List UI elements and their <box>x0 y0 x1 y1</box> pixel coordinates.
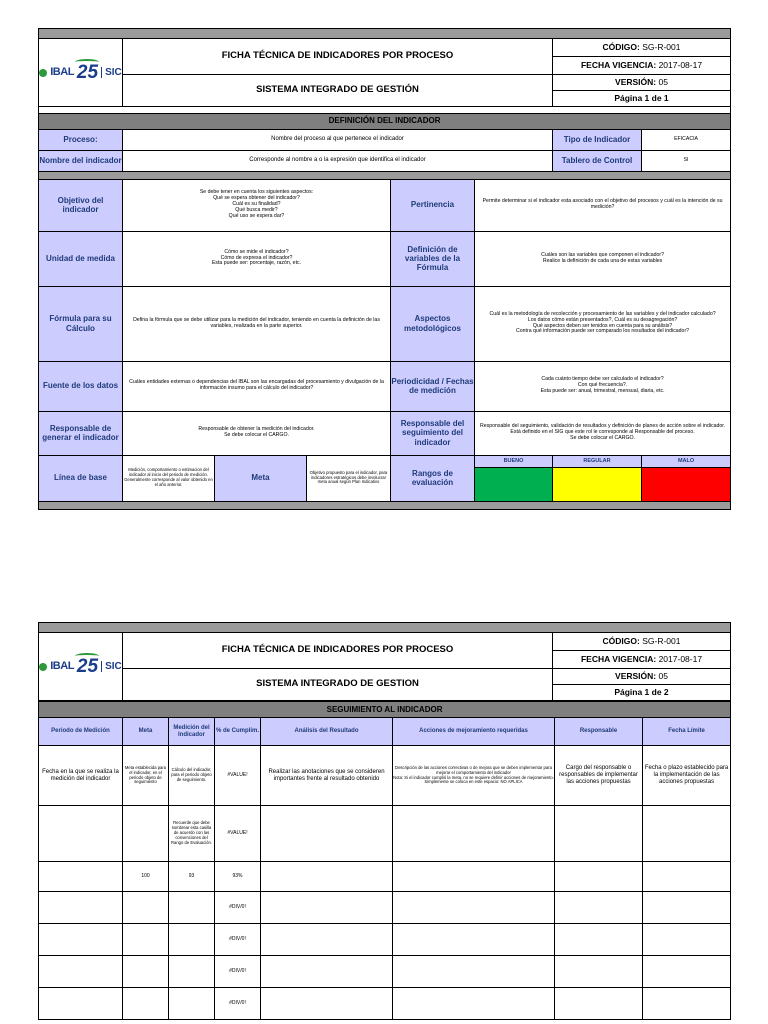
col-periodo: Periodo de Medición <box>39 718 123 746</box>
table-row <box>39 746 731 806</box>
regular-label: REGULAR <box>553 455 642 467</box>
bueno-label: BUENO <box>475 455 553 467</box>
table-row <box>39 806 731 862</box>
definicion-table <box>38 113 731 510</box>
meta-label: Meta <box>215 455 307 501</box>
cell-cumpl: #DIV/0! <box>215 892 261 924</box>
cell-meta: Meta establecida para el indicador, en el periodo objeto de seguimiento <box>123 746 169 806</box>
cell-medicion <box>169 988 215 1020</box>
unidad-label: Unidad de medida <box>39 231 123 286</box>
col-analisis: Análisis del Resultado <box>261 718 393 746</box>
fuente-label: Fuente de los datos <box>39 361 123 411</box>
periodicidad-label: Periodicidad / Fechas de medición <box>391 361 475 411</box>
cell-responsable <box>555 956 643 988</box>
resp-generar-value: Responsable de obtener la medición del indicador. Se debe colocar el CARGO. <box>123 411 391 455</box>
resp-generar-label: Responsable de generar el indicador <box>39 411 123 455</box>
cell-periodo <box>39 862 123 892</box>
resp-seguimiento-value: Responsable del seguimiento, validación de resultados y definición de planes de acción sobre el indicador. Está definido en el SIG que este rol le corresponde al Responsable del proceso. Se debe colocar el CARGO. <box>475 411 731 455</box>
cell-acciones <box>393 892 555 924</box>
col-cumpl: % de Cumplim. <box>215 718 261 746</box>
top-bar <box>39 29 731 39</box>
vigencia: FECHA VIGENCIA: 2017-08-17 <box>553 57 731 75</box>
cell-analisis <box>261 892 393 924</box>
definicion-var-label: Definición de variables de la Fórmula <box>391 231 475 286</box>
table-row <box>39 956 731 988</box>
cell-analisis <box>261 862 393 892</box>
cell-meta <box>123 956 169 988</box>
cell-analisis <box>261 806 393 862</box>
col-acciones: Acciones de mejoramiento requeridas <box>393 718 555 746</box>
table-row <box>39 924 731 956</box>
cell-cumpl: #DIV/0! <box>215 924 261 956</box>
cell-medicion <box>169 892 215 924</box>
doc-title: FICHA TÉCNICA DE INDICADORES POR PROCESO <box>123 39 553 75</box>
section-title-definicion: DEFINICIÓN DEL INDICADOR <box>39 113 731 129</box>
linea-label: Línea de base <box>39 455 123 501</box>
cell-acciones <box>393 806 555 862</box>
version-2: VERSIÓN: 05 <box>553 669 731 685</box>
table-row <box>39 862 731 892</box>
cell-meta <box>123 892 169 924</box>
cell-responsable: Cargo del responsable o responsables de implementar las acciones propuestas <box>555 746 643 806</box>
regular-swatch <box>553 467 642 501</box>
cell-medicion <box>169 924 215 956</box>
cell-responsable <box>555 862 643 892</box>
cell-acciones <box>393 862 555 892</box>
cell-analisis <box>261 956 393 988</box>
ficha-page-1 <box>38 28 730 542</box>
cell-periodo <box>39 956 123 988</box>
cell-responsable <box>555 988 643 1020</box>
proceso-label: Proceso: <box>39 129 123 150</box>
version: VERSIÓN: 05 <box>553 75 731 91</box>
nombre-label: Nombre del indicador <box>39 150 123 171</box>
cell-meta <box>123 988 169 1020</box>
resp-seguimiento-label: Responsable del seguimiento del indicador <box>391 411 475 455</box>
cell-medicion <box>169 956 215 988</box>
formula-value: Defina la fórmula que se debe utilizar para la medición del indicador, teniendo en cuenta la definición de las variables, realizada en la parte superior. <box>123 286 391 361</box>
cell-analisis <box>261 988 393 1020</box>
proceso-value: Nombre del proceso al que pertenece el indicador <box>123 129 553 150</box>
malo-swatch <box>642 467 731 501</box>
table-row <box>39 892 731 924</box>
definicion-var-value: Cuáles son las variables que componen el indicador? Realice la definición de cada una de estas variables <box>475 231 731 286</box>
cell-periodo <box>39 988 123 1020</box>
aspectos-label: Aspectos metodológicos <box>391 286 475 361</box>
cell-fecha <box>643 924 731 956</box>
meta-value: Objetivo propuesto para el indicador, para indicadores estratégicos debe involucrar meta anual según Plan Indicativo <box>307 455 391 501</box>
cell-responsable <box>555 892 643 924</box>
doc-subtitle-2: SISTEMA INTEGRADO DE GESTION <box>123 669 553 701</box>
cell-cumpl: #DIV/0! <box>215 988 261 1020</box>
cell-cumpl: #VALUE! <box>215 746 261 806</box>
bueno-swatch <box>475 467 553 501</box>
nombre-value: Corresponde al nombre a o la expresión que identifica el indicador <box>123 150 553 171</box>
col-fecha: Fecha Límite <box>643 718 731 746</box>
fuente-value: Cuáles entidades externas o dependencias del IBAL son las encargadas del procesamiento y divulgación de la información insumo para el cálculo del indicador? <box>123 361 391 411</box>
cell-periodo: Fecha en la que se realiza la medición del indicador <box>39 746 123 806</box>
codigo: CÓDIGO: SG-R-001 <box>553 39 731 57</box>
cell-cumpl: #DIV/0! <box>215 956 261 988</box>
codigo-2: CÓDIGO: SG-R-001 <box>553 633 731 651</box>
cell-analisis: Realizar las anotaciones que se consideren importantes frente al resultado obtenido <box>261 746 393 806</box>
cell-fecha <box>643 862 731 892</box>
linea-value: Medición, comportamiento o estimacion del indicador al inicio del periodo de medición. Generalmente corresponde al valor obtenido en el año anterior. <box>123 455 215 501</box>
ficha-header-2 <box>38 622 731 701</box>
cell-meta <box>123 924 169 956</box>
cell-responsable <box>555 806 643 862</box>
cell-meta: 100 <box>123 862 169 892</box>
rangos-label: Rangos de evaluación <box>391 455 475 501</box>
pagina: Página 1 de 1 <box>553 91 731 107</box>
aspectos-value: Cuál es la metodología de recolección y procesamiento de las variables y del indicador calculado? Los datos cómo están presentados?, Cuál es su desagregación? Qué aspectos deben ser tenidos en cuenta para su análisis? Contra qué información puede ser comparado los resultados del indicador? <box>475 286 731 361</box>
seguimiento-header-row <box>39 718 731 746</box>
objetivo-value: Se debe tener en cuenta los siguientes aspectos: Qué se espera obtener del indicador? Cuál es su finalidad? Qué busca medir? Qué uso se espera dar? <box>123 179 391 231</box>
col-responsable: Responsable <box>555 718 643 746</box>
cell-medicion: Cálculo del indicador, para el periodo objeto de seguimiento. <box>169 746 215 806</box>
malo-label: MALO <box>642 455 731 467</box>
periodicidad-value: Cada cuánto tiempo debe ser calculado el indicador? Con qué frecuencia?. Esta puede ser: anual, trimestral, mensual, diaria, etc. <box>475 361 731 411</box>
cell-fecha <box>643 806 731 862</box>
col-meta: Meta <box>123 718 169 746</box>
pertinencia-value: Permite determinar si el indicador esta asociado con el objetivo del procesos y cuál es la intención de su medición? <box>475 179 731 231</box>
cell-medicion: 93 <box>169 862 215 892</box>
cell-responsable <box>555 924 643 956</box>
tablero-value: SI <box>642 150 731 171</box>
pagina-2: Página 1 de 2 <box>553 685 731 701</box>
cell-meta <box>123 806 169 862</box>
cell-fecha <box>643 892 731 924</box>
section-title-seguimiento: SEGUIMIENTO AL INDICADOR <box>39 702 731 718</box>
doc-subtitle: SISTEMA INTEGRADO DE GESTIÓN <box>123 75 553 107</box>
unidad-value: Cómo se mide el indicador? Cómo de expresa el indicador? Esta puede ser: porcentaje, razón, etc. <box>123 231 391 286</box>
vigencia-2: FECHA VIGENCIA: 2017-08-17 <box>553 651 731 669</box>
cell-acciones <box>393 988 555 1020</box>
cell-acciones: Descripción de las acciones correctivas o de mejora que se deben implementar para mejorar el comportamiento del indicador Nota: Si el indicador cumplió la meta, no se requiere definir acciones de mejoramiento. Simplemente se coloca en este espacio: NO APLICA <box>393 746 555 806</box>
ficha-header-1 <box>38 28 731 113</box>
logo-2: IBAL 25 SIC <box>39 633 123 701</box>
cell-fecha: Fecha o plazo establecido para la implementación de las acciones propuestas <box>643 746 731 806</box>
tipo-label: Tipo de Indicador <box>553 129 642 150</box>
cell-medicion: Recuerde que debe sombrear esta casilla de acuerdo con las convenciones del Rango de Evaluación. <box>169 806 215 862</box>
cell-fecha <box>643 956 731 988</box>
doc-title-2: FICHA TÉCNICA DE INDICADORES POR PROCESO <box>123 633 553 669</box>
logo: IBAL 25 SIC <box>39 39 123 107</box>
cell-acciones <box>393 924 555 956</box>
cell-periodo <box>39 806 123 862</box>
cell-periodo <box>39 892 123 924</box>
cell-analisis <box>261 924 393 956</box>
cell-acciones <box>393 956 555 988</box>
cell-fecha <box>643 988 731 1020</box>
globe-icon <box>39 69 47 77</box>
formula-label: Fórmula para su Cálculo <box>39 286 123 361</box>
pertinencia-label: Pertinencia <box>391 179 475 231</box>
seguimiento-table <box>38 701 731 1020</box>
cell-cumpl: 93% <box>215 862 261 892</box>
cell-periodo <box>39 924 123 956</box>
tablero-label: Tablero de Control <box>553 150 642 171</box>
col-medicion: Medición del Indicador <box>169 718 215 746</box>
globe-icon <box>39 663 47 671</box>
table-row <box>39 988 731 1020</box>
cell-cumpl: #VALUE! <box>215 806 261 862</box>
objetivo-label: Objetivo del indicador <box>39 179 123 231</box>
tipo-value: EFICACIA <box>642 129 731 150</box>
ficha-page-2 <box>38 622 730 1024</box>
